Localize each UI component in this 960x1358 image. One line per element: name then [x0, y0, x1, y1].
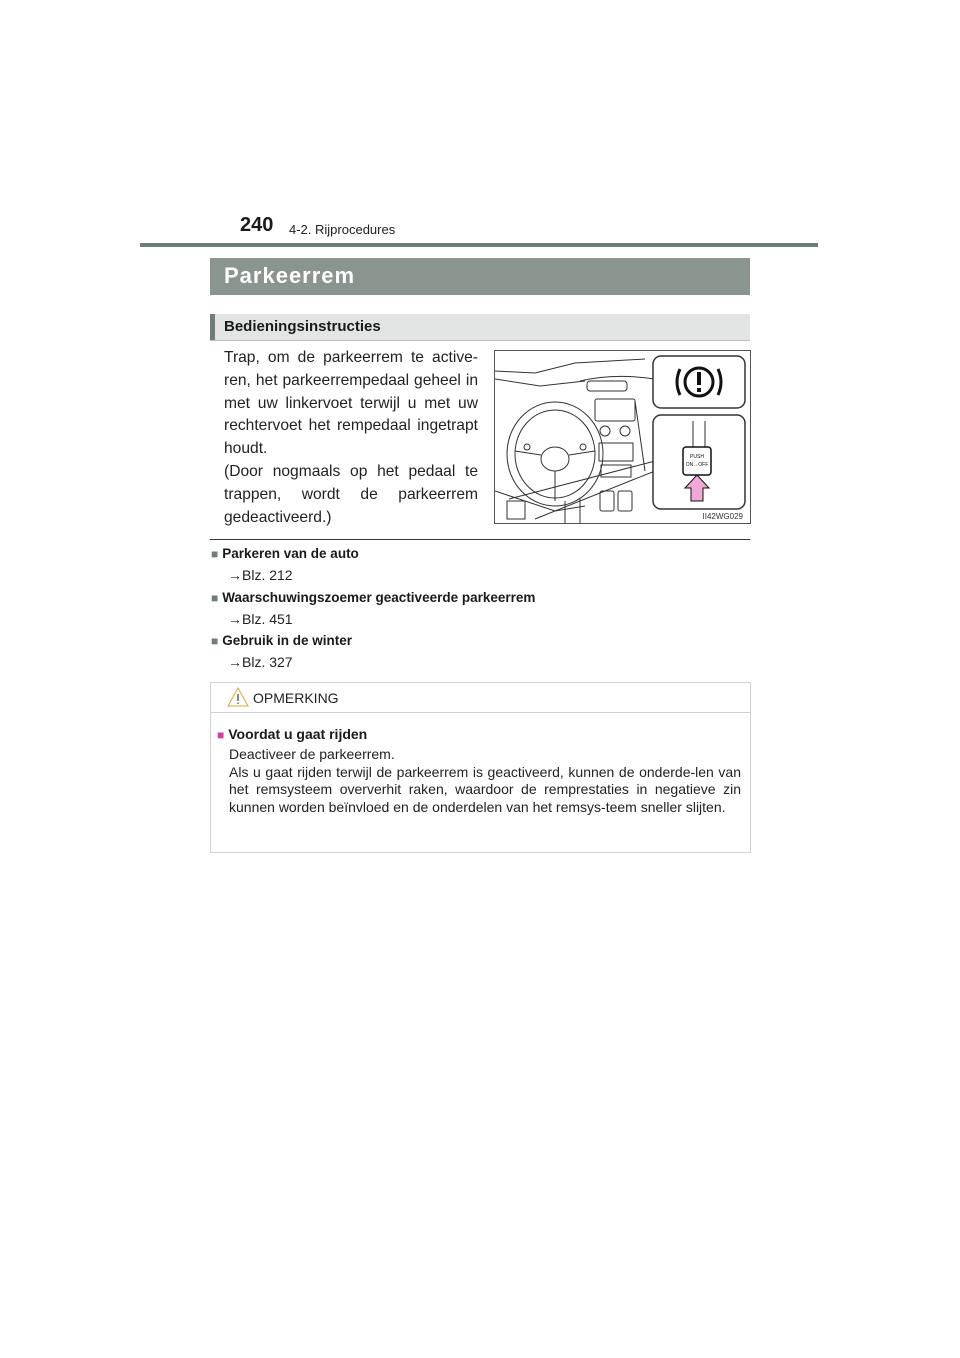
square-bullet-icon: ■ [211, 634, 219, 648]
notice-title: OPMERKING [253, 690, 339, 706]
instructions-paragraph-2: (Door nogmaals op het pedaal te trappen, wordt de parkeerrem gedeactiveerd.) [224, 462, 478, 526]
reference-heading: ■ Waarschuwingszoemer geactiveerde parkeerrem [211, 590, 536, 605]
reference-heading: ■ Gebruik in de winter [211, 633, 353, 648]
section-label: 4-2. Rijprocedures [289, 222, 396, 237]
subsection-accent [210, 314, 215, 340]
figure-code: II42WG029 [702, 512, 743, 521]
square-bullet-icon: ■ [217, 728, 225, 742]
reference-item-3 [211, 633, 352, 648]
reference-item-1 [211, 546, 359, 561]
subsection-bar [210, 314, 750, 341]
parking-brake-illustration [494, 350, 751, 524]
pedal-label-push: PUSH [690, 454, 704, 460]
header-divider [140, 243, 818, 247]
reference-link-3[interactable]: →Blz. 327 [228, 654, 293, 670]
section-divider [210, 539, 750, 540]
page-title-bar [210, 258, 750, 295]
page-title: Parkeerrem [224, 263, 356, 288]
notice-text [229, 746, 741, 816]
warning-triangle-icon [227, 687, 249, 707]
instructions-text [224, 347, 478, 529]
parking-brake-pedal-callout [653, 415, 745, 509]
square-bullet-icon: ■ [211, 591, 219, 605]
notice-header [211, 683, 750, 713]
reference-heading: ■ Parkeren van de auto [211, 546, 359, 561]
pedal-label-onoff: ON↔OFF [685, 462, 709, 468]
subsection-title: Bedieningsinstructies [224, 318, 381, 335]
page-number: 240 [240, 214, 274, 236]
notice-box [210, 682, 751, 853]
instructions-paragraph-1: Trap, om de parkeerrem te active-ren, het parkeerrempedaal geheel in met uw linkervoet terwijl u met uw rechtervoet het rempedaal ingetrapt houdt. [224, 349, 478, 458]
brake-warning-light-callout [653, 356, 745, 408]
square-bullet-icon: ■ [211, 547, 219, 561]
reference-item-2 [211, 590, 535, 605]
dashboard-drawing [495, 359, 655, 523]
reference-link-1[interactable]: →Blz. 212 [228, 567, 293, 583]
notice-line-1: Deactiveer de parkeerrem. [229, 746, 395, 762]
reference-link-2[interactable]: →Blz. 451 [228, 611, 293, 627]
notice-subheading: ■ Voordat u gaat rijden [217, 726, 368, 742]
notice-line-2: Als u gaat rijden terwijl de parkeerrem is geactiveerd, kunnen de onderde-len van het remsysteem oververhit raken, waardoor de remprestaties in negatieve zin kunnen worden beïnvloed en de onderdelen van het remsys-teem sneller slijten. [229, 763, 741, 815]
